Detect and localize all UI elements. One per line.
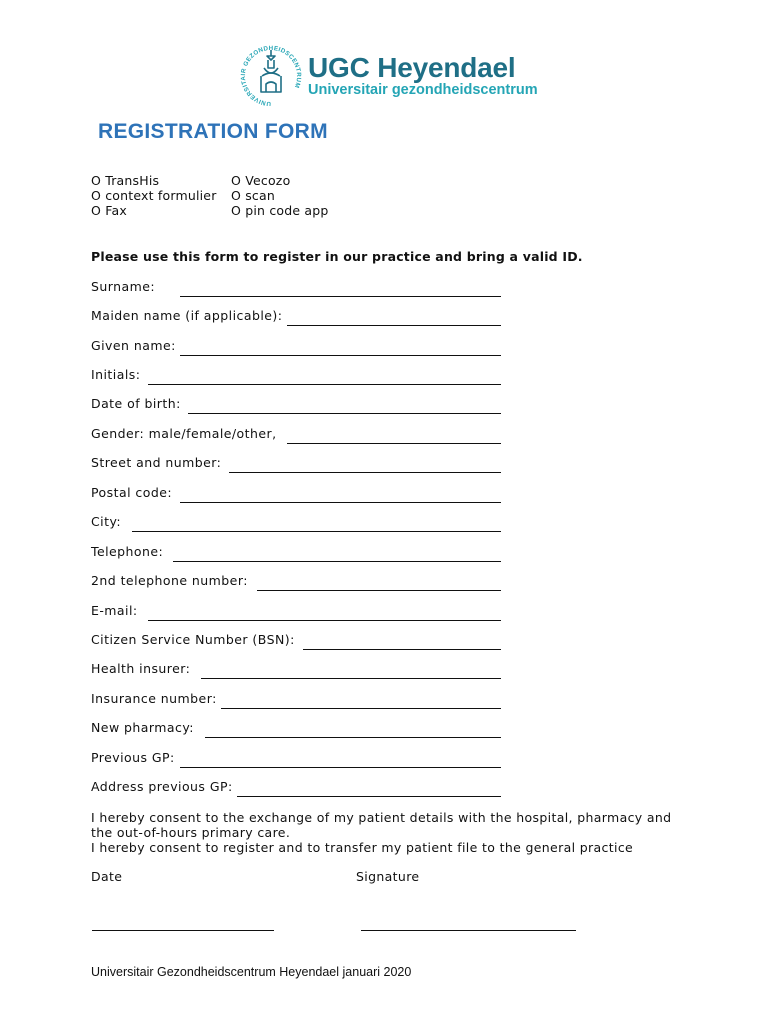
option-pin-code-app[interactable]: O pin code app [231, 203, 329, 218]
field-label: Health insurer: [91, 661, 191, 676]
given-name-input-line[interactable] [180, 355, 501, 356]
health-insurer-input-line[interactable] [201, 678, 501, 679]
field-label: Insurance number: [91, 691, 217, 706]
date-of-birth-input-line[interactable] [188, 413, 501, 414]
option-transhis[interactable]: O TransHis [91, 173, 160, 188]
date-label: Date [91, 869, 123, 884]
field-telephone [91, 544, 511, 562]
field-postal-code [91, 485, 511, 503]
field-previous-gp [91, 750, 511, 768]
field-label: Maiden name (if applicable): [91, 308, 283, 323]
logo-subtitle: Universitair gezondheidscentrum [308, 82, 538, 98]
field-label: Citizen Service Number (BSN): [91, 632, 295, 647]
field-label: Date of birth: [91, 396, 181, 411]
insurance-number-input-line[interactable] [221, 708, 501, 709]
consent-line-3: I hereby consent to register and to transfer my patient file to the general practice [91, 840, 634, 855]
field-label: Given name: [91, 338, 176, 353]
date-input-line[interactable] [92, 930, 274, 931]
gender-input-line[interactable] [287, 443, 501, 444]
new-pharmacy-input-line[interactable] [205, 737, 501, 738]
field-label: E-mail: [91, 603, 138, 618]
field-email [91, 603, 511, 621]
field-label: Gender: male/female/other, [91, 426, 277, 441]
form-title: REGISTRATION FORM [98, 120, 328, 143]
option-fax[interactable]: O Fax [91, 203, 127, 218]
initials-input-line[interactable] [148, 384, 501, 385]
email-input-line[interactable] [148, 620, 501, 621]
2nd-telephone-input-line[interactable] [257, 590, 501, 591]
signature-input-line[interactable] [361, 930, 576, 931]
field-label: City: [91, 514, 122, 529]
field-label: Telephone: [91, 544, 164, 559]
signature-label: Signature [356, 869, 420, 884]
field-label: Surname: [91, 279, 156, 294]
telephone-input-line[interactable] [173, 561, 501, 562]
field-label: New pharmacy: [91, 720, 194, 735]
field-label: Initials: [91, 367, 141, 382]
field-city [91, 514, 511, 532]
field-address-previous-gp [91, 779, 511, 797]
field-health-insurer [91, 661, 511, 679]
field-gender [91, 426, 511, 444]
field-given-name [91, 338, 511, 356]
field-label: Previous GP: [91, 750, 175, 765]
form-instruction: Please use this form to register in our practice and bring a valid ID. [91, 249, 583, 264]
previous-gp-input-line[interactable] [180, 767, 501, 768]
field-maiden-name [91, 308, 511, 326]
bsn-input-line[interactable] [303, 649, 501, 650]
option-context-formulier[interactable]: O context formulier [91, 188, 217, 203]
field-label: 2nd telephone number: [91, 573, 248, 588]
field-label: Street and number: [91, 455, 222, 470]
field-street-and-number [91, 455, 511, 473]
consent-line-2: the out-of-hours primary care. [91, 825, 291, 840]
address-previous-gp-input-line[interactable] [237, 796, 501, 797]
logo-ring-text: UNIVERSITAIR GEZONDHEIDSCENTRUM [239, 44, 303, 106]
street-and-number-input-line[interactable] [229, 472, 501, 473]
field-bsn [91, 632, 511, 650]
field-insurance-number [91, 691, 511, 709]
field-2nd-telephone [91, 573, 511, 591]
option-vecozo[interactable]: O Vecozo [231, 173, 291, 188]
surname-input-line[interactable] [180, 296, 501, 297]
logo-title: UGC Heyendael [308, 52, 516, 83]
maiden-name-input-line[interactable] [287, 325, 501, 326]
field-date-of-birth [91, 396, 511, 414]
consent-line-1: I hereby consent to the exchange of my patient details with the hospital, pharmacy and [91, 810, 672, 825]
field-surname [91, 279, 511, 297]
document-footer: Universitair Gezondheidscentrum Heyendael januari 2020 [91, 965, 412, 979]
option-scan[interactable]: O scan [231, 188, 275, 203]
field-label: Address previous GP: [91, 779, 233, 794]
field-label: Postal code: [91, 485, 173, 500]
postal-code-input-line[interactable] [180, 502, 501, 503]
city-input-line[interactable] [132, 531, 501, 532]
field-new-pharmacy [91, 720, 511, 738]
ugc-logo-emblem-icon [236, 42, 306, 106]
field-initials [91, 367, 511, 385]
